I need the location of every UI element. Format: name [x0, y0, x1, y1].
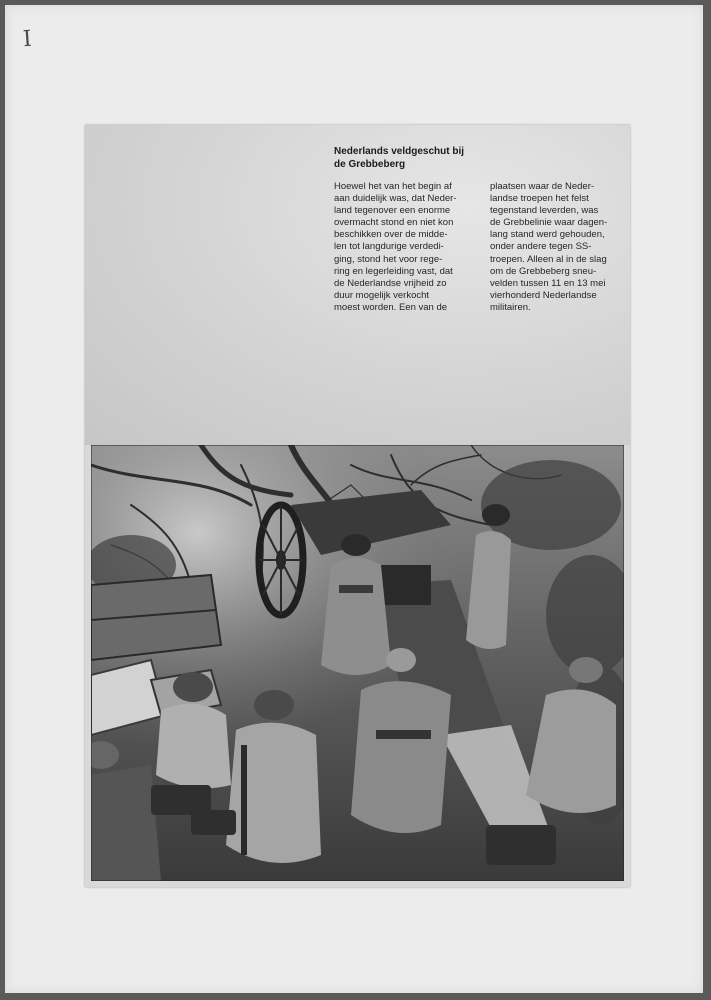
pencil-annotation: I	[22, 26, 32, 53]
archive-mount-board	[5, 5, 703, 993]
caption-column-1: Hoewel het van het begin af aan duidelijk was, dat Neder- land tegenover een enorme overmacht stond en niet kon beschikken over de midde- len tot langdurige verdedi- ging, stond het voor rege- ring en legerleiding vast, dat de Nederlandse vrijheid zo duur mogelijk verkocht moest worden. Een van de	[334, 181, 457, 313]
photo-illustration	[91, 445, 624, 881]
caption-title: Nederlands veldgeschut bij de Grebbeberg	[334, 146, 465, 170]
field-artillery-photo	[91, 445, 624, 881]
printed-page	[85, 125, 630, 887]
gun-wheel	[259, 505, 303, 615]
caption-panel	[85, 125, 630, 445]
caption-column-2: plaatsen waar de Neder- landse troepen het felst tegenstand leverden, was de Grebbelinie waar dagen- lang stand werd gehouden, onder andere tegen SS- troepen. Alleen al in de slag om de Grebbeberg sneu- velden tussen 11 en 13 mei vierhonderd Nederlandse militairen.	[490, 181, 608, 313]
